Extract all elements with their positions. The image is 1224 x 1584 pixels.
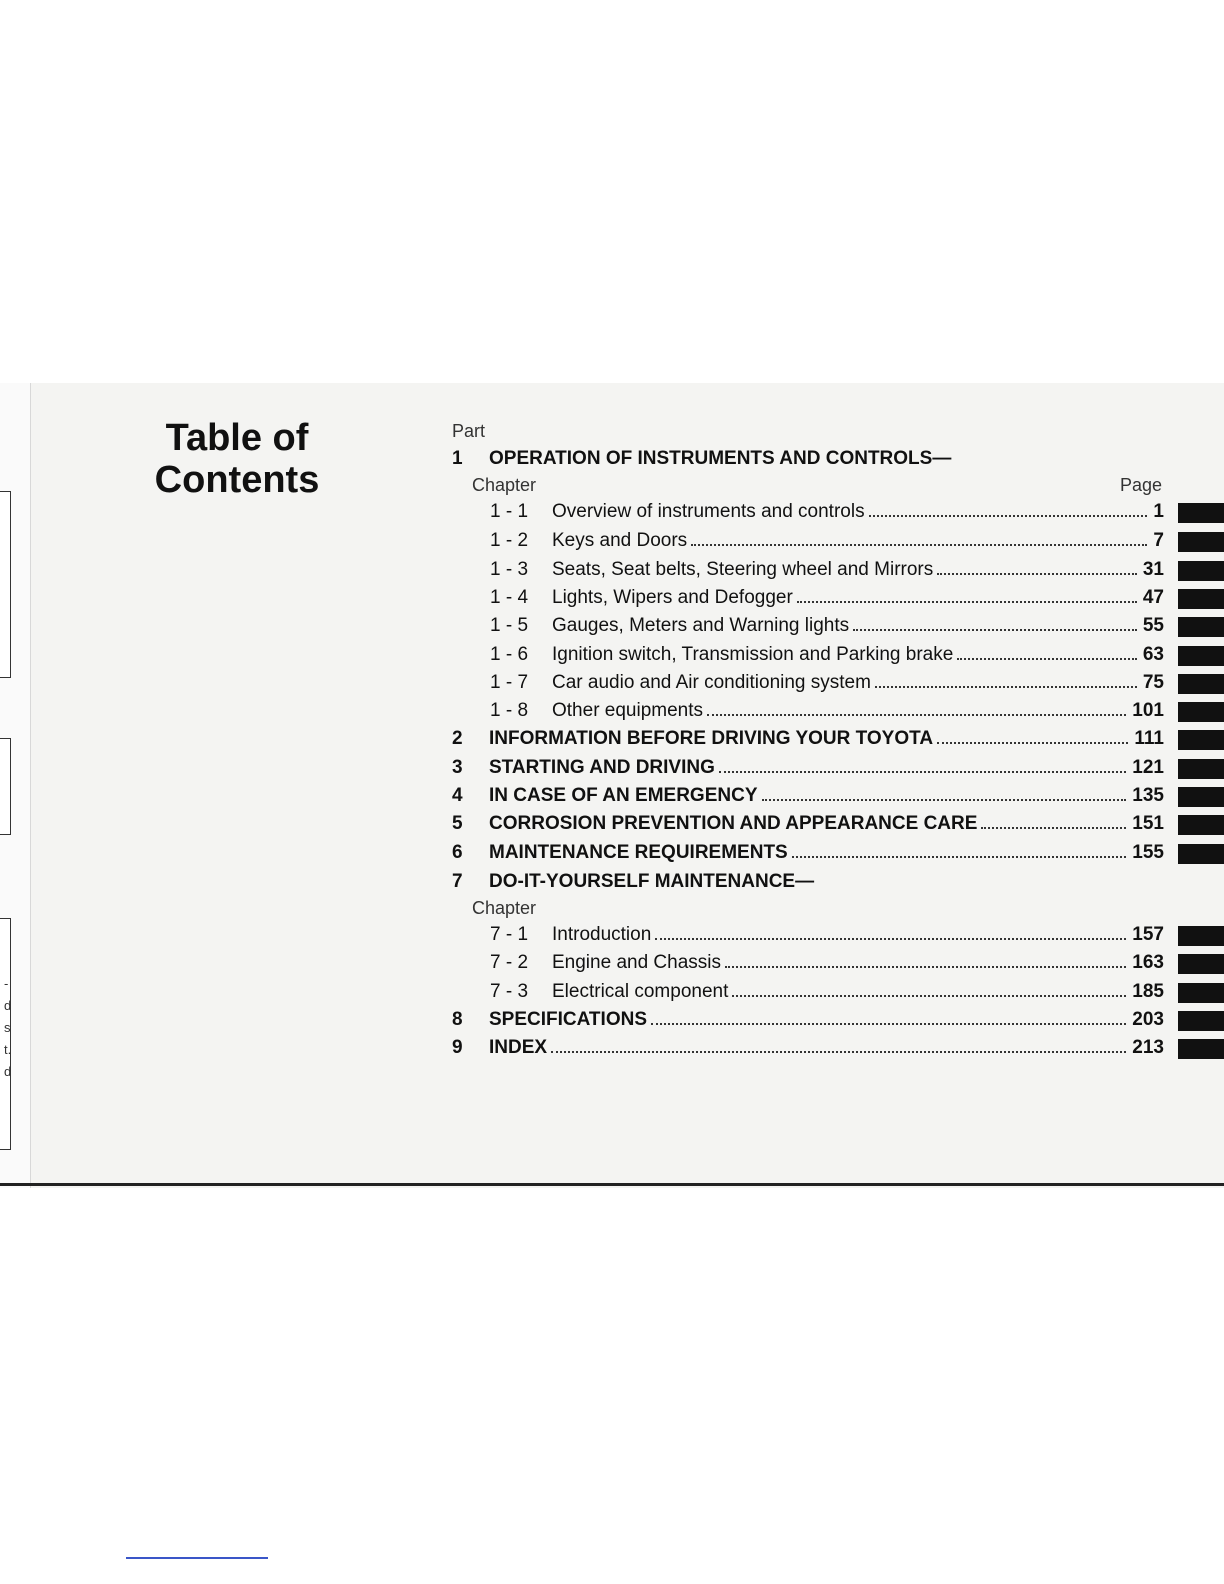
- part-number: 9: [452, 1037, 463, 1058]
- part-number: 2: [452, 728, 463, 749]
- page-number: 7: [1153, 530, 1164, 551]
- thumb-index-tab: [1178, 617, 1224, 637]
- dot-leader: [762, 799, 1126, 801]
- chapter-number: 1 - 4: [490, 587, 529, 608]
- page-title: Table of Contents: [154, 417, 320, 501]
- part-number: 3: [452, 757, 463, 778]
- page-number: 55: [1142, 615, 1164, 636]
- entry-title: MAINTENANCE REQUIREMENTS: [489, 842, 788, 863]
- page-number: 63: [1142, 644, 1164, 665]
- toc-part-entry[interactable]: [0, 1037, 1224, 1065]
- dot-leader: [651, 1023, 1126, 1025]
- chapter-number: 7 - 1: [490, 924, 529, 945]
- part-number: 1: [452, 448, 463, 469]
- part-number: 7: [452, 871, 463, 892]
- thumb-index-tab: [1178, 954, 1224, 974]
- thumb-index-tab: [1178, 983, 1224, 1003]
- entry-title: SPECIFICATIONS: [489, 1009, 647, 1030]
- entry-title: Gauges, Meters and Warning lights: [552, 615, 850, 636]
- chapter-number: 1 - 5: [490, 615, 529, 636]
- thumb-index-tab: [1178, 787, 1224, 807]
- toc-part-entry[interactable]: [0, 813, 1224, 841]
- entry-title: Seats, Seat belts, Steering wheel and Mirrors: [552, 559, 934, 580]
- entry-title: IN CASE OF AN EMERGENCY: [489, 785, 758, 806]
- dot-leader: [853, 629, 1137, 631]
- dot-leader: [655, 938, 1126, 940]
- page-label: Page: [1120, 475, 1163, 495]
- toc-chapter-entry[interactable]: [0, 501, 1224, 529]
- toc-chapter-entry[interactable]: [0, 952, 1224, 980]
- thumb-index-tab: [1178, 589, 1224, 609]
- thumb-index-tab: [1178, 1011, 1224, 1031]
- entry-title: INFORMATION BEFORE DRIVING YOUR TOYOTA: [489, 728, 934, 749]
- thumb-index-tab: [1178, 532, 1224, 552]
- dot-leader: [792, 856, 1126, 858]
- page-number: 1: [1153, 501, 1164, 522]
- entry-title: Introduction: [552, 924, 652, 945]
- toc-part-entry[interactable]: [0, 448, 1224, 476]
- thumb-index-tab: [1178, 844, 1224, 864]
- toc-part-entry[interactable]: [0, 871, 1224, 899]
- entry-title: DO-IT-YOURSELF MAINTENANCE—: [489, 871, 815, 892]
- toc-chapter-entry[interactable]: [0, 559, 1224, 587]
- entry-title: Other equipments: [552, 700, 704, 721]
- thumb-index-tab: [1178, 674, 1224, 694]
- page-number: 75: [1142, 672, 1164, 693]
- dot-leader: [551, 1051, 1126, 1053]
- page-number: 121: [1132, 757, 1164, 778]
- page-number: 155: [1132, 842, 1164, 863]
- toc-part-entry[interactable]: [0, 785, 1224, 813]
- entry-title: Keys and Doors: [552, 530, 688, 551]
- toc-chapter-entry[interactable]: [0, 924, 1224, 952]
- page-number: 203: [1132, 1009, 1164, 1030]
- entry-title: STARTING AND DRIVING: [489, 757, 715, 778]
- entry-title: Car audio and Air conditioning system: [552, 672, 871, 693]
- thumb-index-tab: [1178, 730, 1224, 750]
- entry-title: Lights, Wipers and Defogger: [552, 587, 793, 608]
- dot-leader: [719, 771, 1126, 773]
- page-number: 31: [1142, 559, 1164, 580]
- part-label: Part: [452, 421, 486, 441]
- part-number: 4: [452, 785, 463, 806]
- toc-part-entry[interactable]: [0, 728, 1224, 756]
- page-number: 151: [1132, 813, 1164, 834]
- page-number: 101: [1132, 700, 1164, 721]
- thumb-index-tab: [1178, 561, 1224, 581]
- chapter-label: Chapter: [472, 898, 537, 918]
- part-number: 8: [452, 1009, 463, 1030]
- page-number: 163: [1132, 952, 1164, 973]
- chapter-number: 1 - 3: [490, 559, 529, 580]
- chapter-number: 7 - 2: [490, 952, 529, 973]
- dot-leader: [707, 714, 1126, 716]
- chapter-number: 1 - 2: [490, 530, 529, 551]
- chapter-label: Chapter: [472, 475, 537, 495]
- entry-title: INDEX: [489, 1037, 548, 1058]
- part-number: 5: [452, 813, 463, 834]
- thumb-index-tab: [1178, 815, 1224, 835]
- page-number: 135: [1132, 785, 1164, 806]
- toc-part-entry[interactable]: [0, 757, 1224, 785]
- dot-leader: [797, 601, 1137, 603]
- page-number: 47: [1142, 587, 1164, 608]
- part-number: 6: [452, 842, 463, 863]
- thumb-index-tab: [1178, 503, 1224, 523]
- dot-leader: [875, 686, 1137, 688]
- toc-chapter-entry[interactable]: [0, 981, 1224, 1009]
- toc-chapter-entry[interactable]: [0, 530, 1224, 558]
- thumb-index-tab: [1178, 759, 1224, 779]
- page-number: 111: [1134, 728, 1164, 749]
- toc-part-entry[interactable]: [0, 1009, 1224, 1037]
- toc-part-entry[interactable]: [0, 842, 1224, 870]
- chapter-number: 7 - 3: [490, 981, 529, 1002]
- thumb-index-tab: [1178, 702, 1224, 722]
- entry-title: Overview of instruments and controls: [552, 501, 865, 522]
- toc-chapter-entry[interactable]: [0, 700, 1224, 728]
- toc-chapter-entry[interactable]: [0, 644, 1224, 672]
- page-number: 213: [1132, 1037, 1164, 1058]
- entry-title: OPERATION OF INSTRUMENTS AND CONTROLS—: [489, 448, 952, 469]
- margin-letters: - d s t. d: [4, 976, 12, 1079]
- thumb-index-tab: [1178, 646, 1224, 666]
- chapter-number: 1 - 8: [490, 700, 529, 721]
- dot-leader: [691, 544, 1147, 546]
- chapter-number: 1 - 7: [490, 672, 529, 693]
- toc-chapter-entry[interactable]: [0, 672, 1224, 700]
- dot-leader: [937, 742, 1128, 744]
- chapter-number: 1 - 1: [490, 501, 529, 522]
- dot-leader: [732, 995, 1126, 997]
- bottom-link-underline: [126, 1557, 268, 1559]
- page-bottom-edge: [0, 1183, 1224, 1186]
- page-number: 185: [1132, 981, 1164, 1002]
- thumb-index-tab: [1178, 1039, 1224, 1059]
- scanned-page: [0, 383, 1224, 1188]
- entry-title: CORROSION PREVENTION AND APPEARANCE CARE: [489, 813, 978, 834]
- entry-title: Engine and Chassis: [552, 952, 721, 973]
- entry-title: Ignition switch, Transmission and Parking brake: [552, 644, 954, 665]
- dot-leader: [725, 966, 1126, 968]
- entry-title: Electrical component: [552, 981, 729, 1002]
- page-number: 157: [1132, 924, 1164, 945]
- toc-chapter-entry[interactable]: [0, 587, 1224, 615]
- thumb-index-tab: [1178, 926, 1224, 946]
- chapter-number: 1 - 6: [490, 644, 529, 665]
- toc-chapter-entry[interactable]: [0, 615, 1224, 643]
